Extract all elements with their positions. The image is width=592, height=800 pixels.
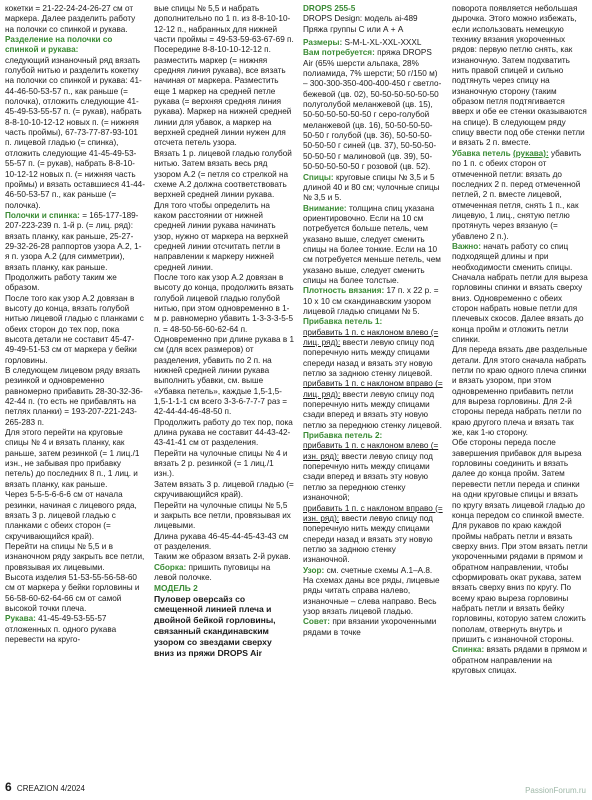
paragraph: Посередине 8-8-10-10-12-12 п. разместить маркер (= нижняя средняя линия рукава), все вязать начиная от маркера. Разместить еще 1 маркер на средней петле рукава (= верхняя средняя линия рукава). Маркер на нижней средней линии для убавок, а маркер на верхней средней линии нужен для отсчета петель узора. <box>154 45 292 148</box>
issue-label: CREAZION 4/2024 <box>16 784 85 793</box>
pattern-code: DROPS 255-5 <box>303 4 356 13</box>
paragraph: толщина спиц указана ориентировочно. Если на 10 см потребуется больше петель, чем указано выше, следует сменить спицы на более тонкие. Если на 10 см потребуется меньше петель, чем указано выше, следует сменить спицы на более толстые. <box>303 203 441 285</box>
model-label: МОДЕЛЬ 2 <box>154 583 198 594</box>
section-heading: Разделение на полочки со спинкой и рукава: <box>5 35 113 55</box>
page-number: 6 <box>5 780 12 794</box>
section-heading: Важно: <box>452 241 481 251</box>
paragraph: см. счетные схемы А.1–А.8. На схемах даны все ряды, лицевые ряды читать справа налево, изнаночные – слева направо. Весь узор вязать лицевой гладью. <box>303 565 440 616</box>
paragraph: кокетки = 21-22-24-24-26-27 см от маркера. Далее разделить работу на полочки со спинкой и рукава. <box>5 4 136 34</box>
section-heading: Прибавка петель 2: <box>303 431 383 441</box>
paragraph: После того как узор А.2 довязан в высоту до конца, вязать голубой нитью лицевой гладью с планками с обеих сторон до тех пор, пока высота детали не составит 45-47-49-49-51-53 см от маркера у бейки горловины. <box>5 293 144 365</box>
paragraph: круговые спицы № 3,5 и 5 длиной 40 и 80 см; чулочные спицы № 3,5 и 5. <box>303 172 440 203</box>
paragraph: Для рукавов по краю каждой проймы набрать петли и вязать сверху вниз. При этом вязать петли укороченными рядами в прямом и обратном направлении, чтобы сформировать окат рукава, затем вязать сверху вниз по кругу. По всему краю выреза горловины набрать петли и вязать бейку горловины, которую затем сложить пополам, отвернуть внутрь и пришить с изнаночной стороны. <box>452 521 588 644</box>
paragraph: начать работу со спиц подходящей длины и при необходимости сменить спицы. <box>452 241 573 272</box>
watermark: PassionForum.ru <box>525 786 586 795</box>
paragraph: Через 5-5-5-6-6-6 см от начала резинки, начиная с лицевого ряда, вязать 3 р. лицевой гладью с планками с обеих сторон (= скручивающийся край). <box>5 490 137 541</box>
paragraph: Высота изделия 51-53-55-56-58-60 см от маркера у бейки горловины и 56-58-60-62-64-66 см от самой высокой точки плеча. <box>5 572 140 613</box>
paragraph: S-M-L-XL-XXL-XXXL <box>344 38 422 48</box>
section-heading: Спинка: <box>452 645 485 655</box>
underlined-term: прибавить 1 п. с наклоном влево (= изн. ряд): <box>303 441 439 461</box>
paragraph: 17 п. х 22 р. = 10 х 10 см скандинавским узором лицевой гладью спицами № 5. <box>303 286 439 316</box>
model-title: Пуловер оверсайз со смещенной линией плеча и двойной бейкой горловины, связанный скандинавским узором со звездами сверху вниз из пряжи DROPS Air <box>154 593 276 658</box>
text-column-3 <box>303 4 443 638</box>
paragraph: Перейти на чулочные спицы № 5,5 и закрыть все петли, провязывая их лицевыми. <box>154 500 291 531</box>
text-column-4 <box>452 4 588 676</box>
paragraph: пряжа DROPS Air (65% шерсти альпака, 28% полиамида, 7% шерсти; 50 г/150 м) – 300-300-350-400-400-450 г светло-бежевой (цв. 02), 50-50-50-50-50-50 полуголубой меланжевой (цв. 15), 50-50-50-50-50-50 г серо-голубой меланжевой (цв. 16), 50-50-50-50-50-50 г голубой (цв. 36), 50-50-50-50-50-50 г синей (цв. 37), 50-50-50-50-50-50 г малиновой (цв. 39), 50-50-50-50-50-50 г розовой (цв. 52). <box>303 48 442 172</box>
paragraph: Для того чтобы определить на каком расстоянии от нижней средней линии рукава начинать узор, нужно от маркера на верхней средней линии отсчитать петли в направлении к маркеру нижней средней линии. <box>154 200 289 272</box>
design-code: DROPS Design: модель ai-489 <box>303 14 418 24</box>
text-column-1 <box>5 4 145 645</box>
section-heading: Рукава: <box>5 614 36 624</box>
paragraph: ввести левую спицу под поперечную нить между спицами сзади вперед и вязать эту новую петлю за переднюю стенку изнаночной; <box>303 451 433 503</box>
paragraph: 41-45-49-53-55-57 отложенных п. одного рукава перевести на круго- <box>5 614 117 644</box>
paragraph: Вязать 1 р. лицевой гладью голубой нитью. Затем вязать весь ряд узором А.2 (= петля со стрелкой на схеме А.2 должна соответствовать верхней средней линии рукава. <box>154 148 292 200</box>
paragraph: После того как узор А.2 довязан в высоту до конца, продолжить вязать голубой лицевой гладью голубой нитью, при этом одновременно в 1-м р. равномерно убавить 1-3-3-3-5-5 п. = 48-50-56-60-62-64 п. Одновременно при длине рукава в 1 см (для всех размеров) от разделения, убавить по 2 п. на нижней средней линии рукава выполнить убавки, см. выше «Убавка петель», каждые 1,5-1,5-1,5-1-1-1 см всего 3-3-6-7-7-7 раз = 42-44-44-46-48-50 п. <box>154 272 294 417</box>
paragraph: Перейти на спицы № 5,5 и в изнаночном ряду закрыть все петли, провязывая их лицевыми. <box>5 541 145 572</box>
paragraph: Продолжить работу таким же образом. <box>5 272 117 293</box>
paragraph: ввести левую спицу под поперечную нить между спицами спереди назад и вязать эту новую петлю за заднюю стенку изнаночной. <box>303 513 433 565</box>
paragraph: следующий изнаночный ряд вязать голубой нитью и разделить кокетку на полочки со спинкой и рукава: 41-44-46-50-53-57 п., как раньше (= полочка), отложить следующие 41-45-49-53-55-57 п. (= рукав), набрать 8-8-10-10-12-12 новых п. (= нижняя часть проймы), 67-73-77-87-93-101 п. лицевой гладью (= спинка), отложить следующие 41-45-49-53-55-57 п. (= рукав), набрать 8-8-10-10-12-12 новых п. (= нижняя часть проймы) и вязать оставшиеся 41-44-46-50-53-57 п., как раньше (= полочка). <box>5 55 145 210</box>
paragraph: В следующем лицевом ряду вязать резинкой и одновременно равномерно прибавить 28-30-32-36-42-44 п. (то есть не прибавлять на петлях планки) = 193-207-221-243-265-283 п. <box>5 366 143 427</box>
paragraph: ввести левую спицу под поперечную нить между спицами сзади вперед и вязать эту новую петлю за переднюю стенку лицевой. <box>303 389 442 430</box>
paragraph: при вязании укороченными рядами в точке <box>303 617 437 637</box>
paragraph: Для переда вязать две раздельные детали. Для этого сначала набрать петли по краю одного плеча спинки и вязать узором, при этом одновременно прибавить петли для выреза горловины. Для 2-й стороны переда набрать петли по краю другого плеча и вязать так же, как 1-ю сторону. <box>452 345 588 438</box>
paragraph: Сначала набрать петли для выреза горловины спинки и вязать сверху вниз. Одновременно с обеих сторон набрать новые петли для плечевых скосов. Далее вязать до конца пройм и отложить петли спинки. <box>452 272 588 344</box>
paragraph: = 165-177-189-207-223-239 п. 1-й р. (= лиц. ряд): вязать планку, как раньше, 25-27-29-32-26-28 раппортов узора А.2, 1-я п. узора А.2 (для симметрии), вязать планку, как раньше. <box>5 210 142 272</box>
section-heading: Вам потребуется: <box>303 48 375 58</box>
underlined-term: прибавить 1 п. с наклоном вправо (= лиц. ряд): <box>303 379 443 399</box>
paragraph: убавить по 1 п. с обеих сторон от отмеченной петли: вязать до последних 2 п. перед отмеченной петлей, 2 п. вместе лицевой, отмеченная петля, снять 1 п., как лицевую, 1 лиц., снятую петлю протянуть через вязаную (= убавлено 2 п.). <box>452 148 582 241</box>
section-heading: Внимание: <box>303 203 347 213</box>
paragraph: вязать рядами в прямом и обратном направлении на круговых спицах. <box>452 645 587 675</box>
section-heading: Спицы: <box>303 172 334 182</box>
section-heading: Полочки и спинка: <box>5 210 80 220</box>
section-heading: Убавка петель <box>452 148 511 158</box>
paragraph: Продолжить работу до тех пор, пока длина рукава не составит 44-43-42-43-41-41 см от разделения. <box>154 417 293 448</box>
yarn-group: Пряжа группы С или А + А <box>303 24 404 34</box>
paragraph: пришить пуговицы на левой полочке. <box>154 562 271 582</box>
paragraph: ввести левую спицу под поперечную нить между спицами спереди назад и вязать эту новую петлю за заднюю стенку лицевой. <box>303 338 435 379</box>
paragraph: Обе стороны переда после завершения прибавок для выреза горловины соединить и вязать далее до конца пройм. Затем перевести петли переда и спинки на одни круговые спицы и вязать по кругу вязать лицевой гладью до конца передом со спинкой вместе. <box>452 438 585 520</box>
section-heading: Прибавка петель 1: <box>303 317 383 327</box>
paragraph: поворота появляется небольшая дырочка. Этого можно избежать, если использовать немецкую технику вязания укороченных рядов: первую петлю снять, как изнаночную. Затем подхватить нить правой спицей и сильно подтянуть через спицу на изнаночную сторону (таким образом петля подтягивается вверх и обе ее стенки оказываются на спице). В следующем ряду спицу ввести под обе стенки петли и вязать 2 п. вместе. <box>452 4 587 148</box>
paragraph: Затем вязать 3 р. лицевой гладью (= скручивающийся край). <box>154 479 294 500</box>
section-heading: Узор: <box>303 565 325 575</box>
paragraph: вые спицы № 5,5 и набрать дополнительно по 1 п. из 8-8-10-10-12-12 п., набранных для нижней части проймы = 49-53-59-63-67-69 п. <box>154 4 294 45</box>
paragraph: Перейти на чулочные спицы № 4 и вязать 2 р. резинкой (= 1 лиц./1 изн.). <box>154 448 288 479</box>
paragraph: Таким же образом вязать 2-й рукав. <box>154 552 291 562</box>
section-heading: Плотность вязания: <box>303 286 385 296</box>
paragraph: Длина рукава 46-45-44-45-43-43 см от разделения. <box>154 531 289 551</box>
paragraph: Для этого перейти на круговые спицы № 4 и вязать планку, как раньше, затем резинкой (= 1 лиц./1 изн., не забывая про прибавку петель) до последних 8 п., 1 лиц. и вязать планку, как раньше. <box>5 428 140 489</box>
underlined-term: прибавить 1 п. с наклоном вправо (= изн. ряд): <box>303 503 443 523</box>
underlined-term: (рукава): <box>512 148 549 158</box>
page-footer <box>5 780 85 794</box>
section-heading: Совет: <box>303 617 331 627</box>
text-column-2 <box>154 4 294 658</box>
underlined-term: прибавить 1 п. с наклоном влево (= лиц. ряд): <box>303 327 439 347</box>
section-heading: Сборка: <box>154 562 187 572</box>
section-heading: Размеры: <box>303 38 343 48</box>
